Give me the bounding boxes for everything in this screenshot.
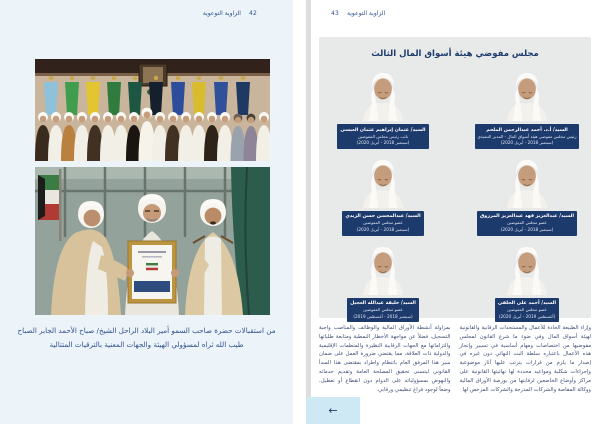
member-card-vice-chairman <box>324 67 442 149</box>
page-gutter <box>293 0 306 424</box>
member-card <box>468 241 586 323</box>
member-portrait-photo <box>357 241 409 295</box>
reception-group-photo <box>35 59 270 161</box>
photo-caption <box>14 324 279 352</box>
member-role: عضو مجلس المفوضين <box>507 220 547 226</box>
member-caption <box>475 124 580 149</box>
right-header-label: الزاوية التوعوية <box>347 10 386 17</box>
member-role: نائب رئيس مجلس المفوضين <box>357 133 409 139</box>
member-name: السيد/ أحمد علي الحلفي <box>497 301 557 307</box>
article-column-1: وإزاء الطبيعة الحادة للأعمال والمستجدات الرقابية والقانونية لهيئة أسواق المال وفي ضوء ما شرع القانون لمجلس مفوضيها من اختصاصات ومهام أساسية في تسيير وإنجاز هذه الأعمال باعتباره سلطة البت النهائي دون غيره في إصدار ما يلزم من قرارات يترتب عليها آثار موضوعية وإجراءات شكلية ومواعيد محددة لها نهائيتها القانونية على مراكز وأوضاع الخاضعين لرقابتها من بورصة الأوراق المالية ووكالة المقاصة والشركات المدرجة والشركات المرخص لها <box>459 325 591 393</box>
member-role: عضو مجلس المفوضين <box>507 307 547 313</box>
member-term: (سبتمبر 2018 - أبريل 2020) <box>356 139 410 145</box>
left-arrow-icon: ← <box>328 404 338 417</box>
member-caption <box>337 124 428 149</box>
left-page <box>0 0 293 424</box>
right-running-head <box>331 10 385 17</box>
photo-caption-line2: طيب الله ثراه لمسؤولي الهيئة والجهات المعنية بالترقيات المتتالية <box>49 340 244 349</box>
members-grid <box>319 67 591 322</box>
member-portrait-photo <box>501 67 553 121</box>
photo-caption-line1: من استقبالات حضرة صاحب السمو أمير البلاد الراحل الشيخ/ صباح الأحمد الجابر الصباح <box>17 326 276 335</box>
member-portrait-photo <box>501 154 553 208</box>
member-term: (سبتمبر 2018 - أبريل 2020) <box>356 226 410 232</box>
member-name: السيد/ عثمان إبراهيم عثمان العيسى <box>340 127 426 133</box>
member-card <box>324 241 442 323</box>
member-caption <box>495 298 559 323</box>
member-term: (سبتمبر 2018 - أبريل 2020) <box>500 226 554 232</box>
member-term: (سبتمبر 2018 - أغسطس 2019) <box>353 313 413 319</box>
member-portrait-photo <box>501 241 553 295</box>
member-portrait-photo <box>357 154 409 208</box>
left-header-label: الزاوية التوعوية <box>202 10 241 17</box>
member-role: رئيس مجلس مفوضي هيئة أسواق المال - المدير التنفيذي <box>477 133 577 139</box>
article-column-2: بمزاولة أنشطة الأوراق المالية والوظائف والمناصب واجبة التسجيل، فضلاً عن مواجهة الأخطار النمطية ومتابعة طلباتها والتزاماتها مع الجهات الرقابية النظيرة والمنظمات الإقليمية والدولية ذات العلاقة، مما يقتضي ضرورة العمل على ضمان سير هذا المرفق العام بانتظام واطراد بمقتضى هذا المبدأ القانوني ليتسنى تحقيق المصلحة العامة وتقديم خدماته والنهوض بمسؤولياته على الدوام دون انقطاع أو تعطيل، وضعاً لوجود فراغ تنظيمي ورقابي. <box>319 325 451 393</box>
commissioners-panel <box>319 37 591 318</box>
member-name: السيد/ عبدالمحسن حسن الزيدي <box>345 214 421 220</box>
member-caption <box>342 211 423 236</box>
left-page-number: 42 <box>248 10 257 17</box>
page-back-arrow-button[interactable] <box>306 397 360 424</box>
members-row-2 <box>319 154 591 236</box>
member-name: السيد/ أ.د. أحمد عبدالرحمن الملحم <box>486 127 568 133</box>
member-card-chairman <box>468 67 586 149</box>
certificate <box>128 241 176 303</box>
member-term: (أغسطس 2019 - أبريل 2020) <box>498 313 556 319</box>
member-name: السيد/ خليفة عبدالله العجيل <box>350 301 416 307</box>
award-presentation-photo <box>35 167 270 315</box>
member-name: السيد/ عبدالعزيز فهد عبدالعزيز المرزوق <box>479 214 575 220</box>
member-caption <box>347 298 419 323</box>
member-role: عضو مجلس المفوضين <box>363 220 403 226</box>
member-term: (سبتمبر 2018 - أبريل 2020) <box>500 139 554 145</box>
members-row-1 <box>319 67 591 149</box>
member-role: عضو مجلس المفوضين <box>363 307 403 313</box>
member-card <box>324 154 442 236</box>
right-page <box>311 0 600 424</box>
left-running-head <box>203 10 257 17</box>
member-caption <box>477 211 577 236</box>
article-body <box>319 324 591 394</box>
member-card <box>468 154 586 236</box>
panel-title: مجلس مفوضي هيئة أسواق المال الثالث <box>371 49 539 59</box>
members-row-3 <box>319 241 591 323</box>
right-page-number: 43 <box>331 10 340 17</box>
member-portrait-photo <box>357 67 409 121</box>
